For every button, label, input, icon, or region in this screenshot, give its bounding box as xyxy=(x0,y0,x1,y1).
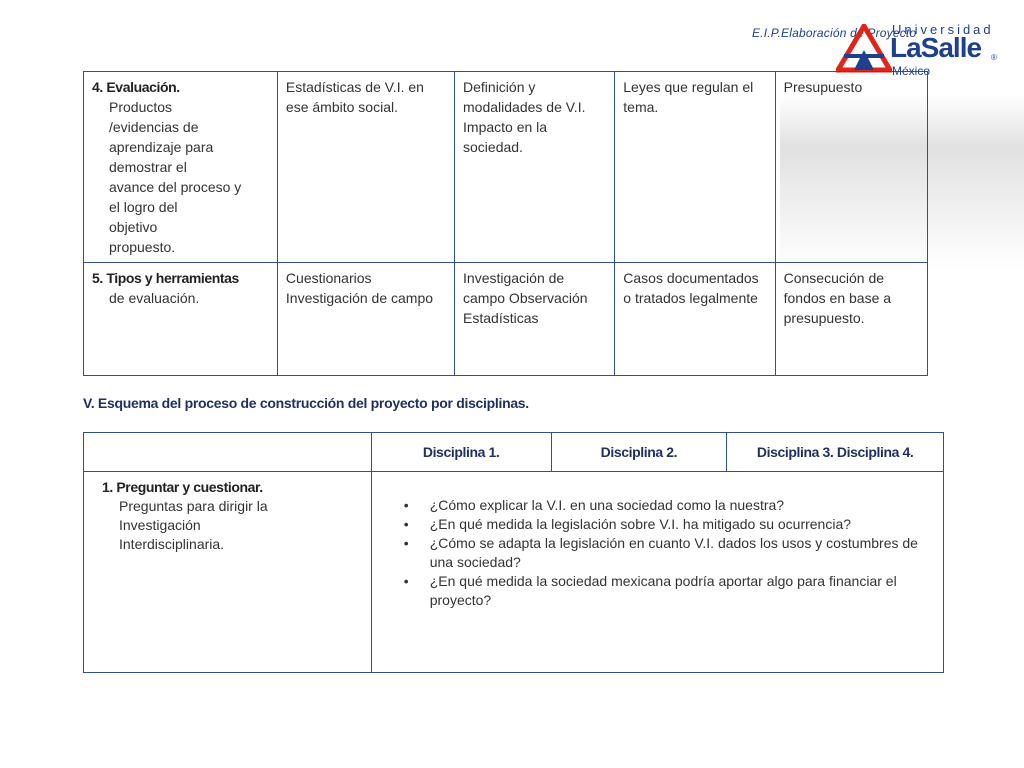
row-heading-cell xyxy=(84,72,278,263)
table-cell: Presupuesto xyxy=(775,72,927,263)
table-cell: Cuestionarios Investigación de campo xyxy=(277,263,454,376)
row-detail-line: Investigación xyxy=(119,517,201,533)
row-detail-line: Interdisciplinaria. xyxy=(119,536,225,552)
row-detail-line: aprendizaje para xyxy=(109,139,214,155)
column-header-discipline-2: Disciplina 2. xyxy=(551,433,727,472)
row-heading: 1. Preguntar y cuestionar. xyxy=(102,479,263,495)
list-item: • ¿Cómo se adapta la legislación en cuanto V.I. dados los usos y costumbres de una sociedad? xyxy=(430,534,943,572)
header-title: E.I.P.Elaboración de Proyecto xyxy=(752,26,917,40)
row-detail-line: objetivo xyxy=(109,219,158,235)
column-header-discipline-1: Disciplina 1. xyxy=(371,433,551,472)
lasalle-star-icon xyxy=(836,24,892,74)
logo-name-text: LaSalle xyxy=(890,32,982,63)
disciplines-table xyxy=(83,432,944,673)
row-heading: 4. Evaluación. xyxy=(92,79,180,95)
table-cell: Consecución de fondos en base a presupuesto. xyxy=(775,263,927,376)
table-row xyxy=(84,472,944,673)
table-cell: Estadísticas de V.I. en ese ámbito social. xyxy=(277,72,454,263)
row-detail-line: de evaluación. xyxy=(109,290,200,306)
row-heading-cell xyxy=(84,263,278,376)
table-cell: Casos documentados o tratados legalmente xyxy=(615,263,775,376)
row-heading: 5. Tipos y herramientas xyxy=(92,270,239,286)
row-detail-line: Preguntas para dirigir la xyxy=(119,498,268,514)
row-detail-line: avance del proceso y xyxy=(109,179,242,195)
row-detail-line: propuesto. xyxy=(109,239,176,255)
row-detail-line: el logro del xyxy=(109,199,178,215)
row-detail-line: Productos xyxy=(109,99,173,115)
logo-registered-mark: ® xyxy=(991,53,997,62)
column-header-discipline-3-4: Disciplina 3. Disciplina 4. xyxy=(727,433,944,472)
table-cell: Definición y modalidades de V.I. Impacto en la sociedad. xyxy=(455,72,615,263)
questions-cell xyxy=(371,472,943,673)
table-row xyxy=(84,263,928,376)
table-cell: Leyes que regulan el tema. xyxy=(615,72,775,263)
evaluation-table xyxy=(83,71,928,376)
table-cell: Investigación de campo Observación Estadísticas xyxy=(455,263,615,376)
questions-list xyxy=(372,496,943,610)
row-heading-cell xyxy=(84,472,372,673)
table-header-row xyxy=(84,433,944,472)
table-row xyxy=(84,72,928,263)
logo-university-text: Universidad xyxy=(892,22,994,37)
logo-country-text: México xyxy=(892,64,931,78)
list-item: • ¿En qué medida la legislación sobre V.I. ha mitigado su ocurrencia? xyxy=(430,515,943,534)
section-v-heading: V. Esquema del proceso de construcción del proyecto por disciplinas. xyxy=(83,395,529,411)
column-header-empty xyxy=(84,433,372,472)
list-item: • ¿En qué medida la sociedad mexicana podría aportar algo para financiar el proyecto? xyxy=(430,572,943,610)
row-detail-line: /evidencias de xyxy=(109,119,199,135)
list-item: • ¿Cómo explicar la V.I. en una sociedad como la nuestra? xyxy=(430,496,943,515)
row-detail-line: demostrar el xyxy=(109,159,187,175)
